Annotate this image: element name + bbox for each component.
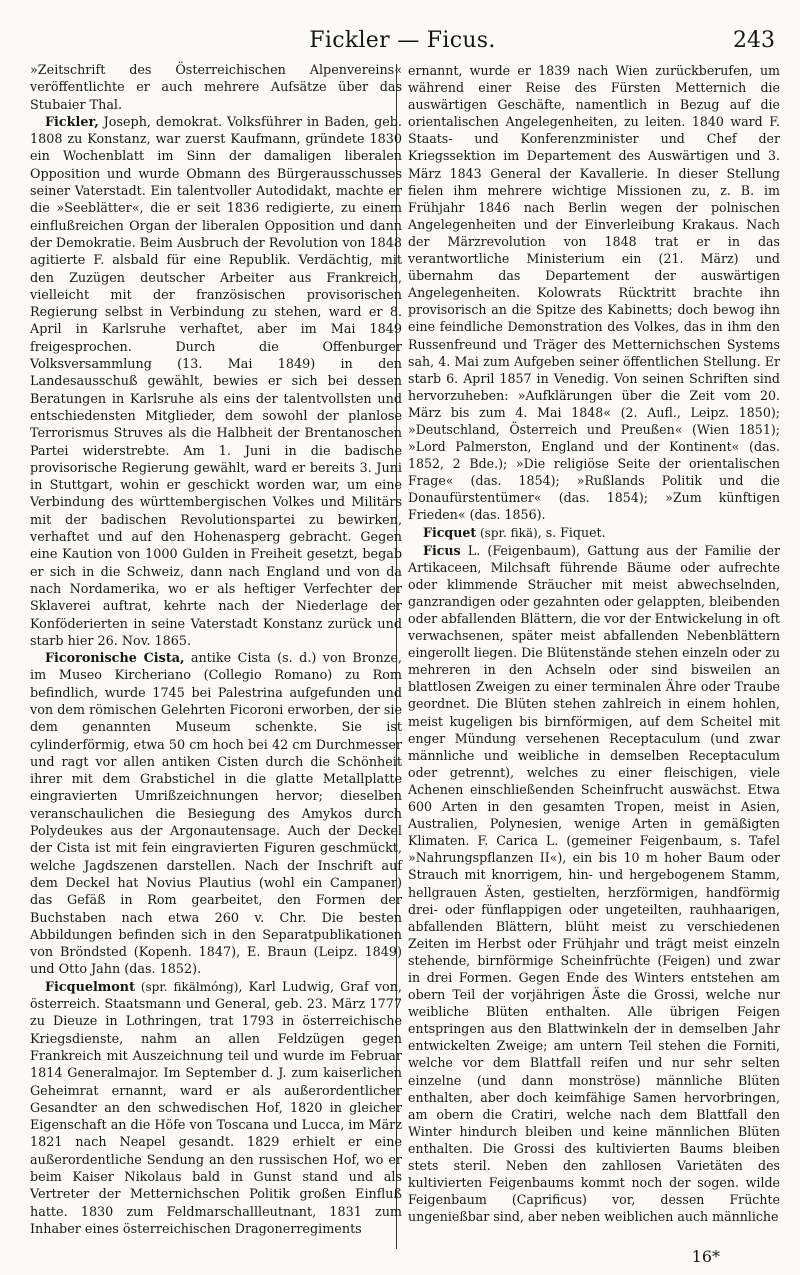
right-column	[408, 62, 780, 1225]
entry-body: Joseph, demokrat. Volksführer in Baden, geb. 1808 zu Konstanz, war zuerst Kaufmann, gründete 1830 ein Wochenblatt im Sinn der damaligen liberalen Opposition und wurde Obmann des Bürgerausschusses seiner Vaterstadt. Ein talentvoller Autodidakt, machte er die »Seeblätter«, die er seit 1836 redigierte, zu einem einflußreichen Organ der liberalen Opposition und dann der Demokratie. Beim Ausbruch der Revolution von 1848 agitierte F. alsbald für eine Republik. Verdächtig, mit den Zuzügen deutscher Arbeiter aus Frankreich, vielleicht mit der französischen provisorischen Regierung selbst in Verbindung zu stehen, ward er 8. April in Karlsruhe verhaftet, aber im Mai 1849 freigesprochen. Durch die Offenburger Volksversammlung (13. Mai 1849) in den Landesausschuß gewählt, bewies er sich bei dessen Beratungen in Karlsruhe als eins der talentvollsten und entschiedensten Mitglieder, dem sowohl der planlose Terrorismus Struves als die Halbheit der Brentanoschen Partei widerstrebte. Am 1. Juni in die badische provisorische Regierung gewählt, ward er bereits 3. Juni in Stuttgart, wohin er geschickt worden war, um eine Verbindung des württembergischen Volkes und Militärs mit der badischen Revolutionspartei zu bewirken, verhaftet und auf den Hohenasperg gebracht. Gegen eine Kaution von 1000 Gulden in Freiheit gesetzt, begab er sich in die Schweiz, dann nach England und von da nach Nordamerika, wo er als heftiger Verfechter der Sklaverei auftrat, kehrte nach der Niederlage der Konföderierten in seine Vaterstadt Konstanz zurück und starb hier 26. Nov. 1865.	[30, 114, 402, 649]
entry-ficquet	[408, 524, 780, 542]
entry-headword: Fickler,	[45, 114, 99, 130]
entry-ficquelmont	[30, 979, 402, 1238]
page-header	[30, 28, 775, 58]
entry-headword: Ficquelmont	[45, 979, 135, 995]
left-column	[30, 62, 402, 1238]
entry-continuation: ernannt, wurde er 1839 nach Wien zurückberufen, um während einer Reise des Fürsten Metternich die auswärtigen Geschäfte, namentlich in Bezug auf die orientalischen Angelegenheiten, zu leiten. 1840 ward F. Staats- und Konferenzminister und Chef der Kriegssektion im Departement des Auswärtigen und 3. März 1843 General der Kavallerie. In dieser Stellung fielen ihm mehrere wichtige Missionen zu, z. B. im Frühjahr 1846 nach Berlin wegen der polnischen Angelegenheiten und der Einverleibung Krakaus. Nach der Märzrevolution von 1848 trat er in das verantwortliche Ministerium ein (21. März) und übernahm das Departement der auswärtigen Angelegenheiten. Kolowrats Rücktritt brachte ihn provisorisch an die Spitze des Kabinetts; doch bewog ihn eine feindliche Demonstration des Volkes, das in ihm den Russenfreund und Träger des Metternichschen Systems sah, 4. Mai zum Aufgeben seiner öffentlichen Stellung. Er starb 6. April 1857 in Venedig. Von seinen Schriften sind hervorzuheben: »Aufklärungen über die Zeit vom 20. März bis zum 4. Mai 1848« (2. Aufl., Leipz. 1850); »Deutschland, Österreich und Preußen« (Wien 1851); »Lord Palmerston, England und der Kontinent« (das. 1852, 2 Bde.); »Die religiöse Seite der orientalischen Frage« (das. 1854); »Rußlands Politik und die Donaufürstentümer« (das. 1854); »Zum künftigen Frieden« (das. 1856).	[408, 63, 780, 523]
running-head: Fickler — Ficus.	[309, 28, 496, 53]
entry-headword: Ficoronische Cista,	[45, 651, 185, 667]
entry-body: antike Cista (s. d.) von Bronze, im Museo Kircheriano (Collegio Romano) zu Rom befindlich, wurde 1745 bei Palestrina aufgefunden und von dem römischen Gelehrten Ficoroni erworben, der sie dem genannten Museum schenkte. Sie ist cylinderförmig, etwa 50 cm hoch bei 42 cm Durchmesser und ragt vor allen antiken Cisten durch die Schönheit ihrer mit dem Grabstichel in die glatte Metallplatte eingravierten Umrißzeichnungen hervor; dieselben veranschaulichen die Besiegung des Amykos durch Polydeukes aus der Argonautensage. Auch der Deckel der Cista ist mit fein eingravierten Figuren geschmückt, welche Jagdszenen darstellen. Nach der Inschrift auf dem Deckel hat Novius Plautius (wohl ein Campaner) das Gefäß in Rom gearbeitet, den Formen der Buchstaben nach etwa 260 v. Chr. Die besten Abbildungen befinden sich in den Separatpublikationen von Bröndsted (Kopenh. 1847), E. Braun (Leipz. 1849) und Otto Jahn (das. 1852).	[30, 651, 402, 978]
page-number: 243	[733, 28, 775, 53]
entry-pronunciation: (spr. fikälmóng)	[134, 979, 239, 994]
entry-ficus	[408, 542, 780, 1226]
entry-body: , Karl Ludwig, Graf von, österreich. Staatsmann und General, geb. 23. März 1777 zu Dieuze in Lothringen, trat 1793 in österreichische Kriegsdienste, nahm an allen Feldzügen gegen Frankreich mit Auszeichnung teil und wurde im Februar 1814 Generalmajor. Im September d. J. zum kaiserlichen Geheimrat ernannt, ward er als außerordentlicher Gesandter an den schwedischen Hof, 1820 in gleicher Eigenschaft an die Höfe von Toscana und Lucca, im März 1821 nach Neapel gesandt. 1829 erhielt er eine außerordentliche Sendung an den russischen Hof, wo er beim Kaiser Nikolaus bald in Gunst stand und als Vertreter der Metternichschen Politik großen Einfluß hatte. 1830 zum Feldmarschallleutnant, 1831 zum Inhaber eines österreichischen Dragonerregiments	[30, 979, 402, 1237]
entry-headword: Ficus	[423, 542, 461, 558]
signature-mark: 16*	[691, 1247, 720, 1266]
entry-body: , s. Fiquet.	[537, 524, 606, 540]
entry-continuation: »Zeitschrift des Österreichischen Alpenvereins« veröffentlichte er auch mehrere Aufsätze über das Stubaier Thal.	[30, 63, 402, 113]
entry-headword: Ficquet	[423, 524, 477, 540]
entry-pronunciation: (spr. fikä)	[476, 525, 538, 540]
entry-ficoronische-cista	[30, 650, 402, 979]
entry-fickler	[30, 114, 402, 650]
entry-body: L. (Feigenbaum), Gattung aus der Familie der Artikaceen, Milchsaft führende Bäume oder aufrechte oder klimmende Sträucher mit meist abwechselnden, ganzrandigen oder gezahnten oder gelappten, bleibenden oder abfallenden Blättern, die vor der Entwickelung in oft verwachsenen, später meist abfallenden Nebenblättern eingerollt liegen. Die Blütenstände stehen einzeln oder zu mehreren in den Achseln oder sind bisweilen an blattlosen Zweigen zu einer terminalen Ähre oder Traube geordnet. Die Blüten stehen zahlreich in einem hohlen, meist kugeligen bis birnförmigen, auf dem Scheitel mit enger Mündung versehenen Receptaculum (und zwar männliche und weibliche in demselben Receptaculum oder getrennt), welches zu einer fleischigen, viele Achenen einschließenden Scheinfrucht auswächst. Etwa 600 Arten in den gesamten Tropen, meist in Asien, Australien, Polynesien, wenige Arten in gemäßigten Klimaten. F. Carica L. (gemeiner Feigenbaum, s. Tafel »Nahrungspflanzen II«), ein bis 10 m hoher Baum oder Strauch mit knorrigem, hin- und hergebogenem Stamm, hellgrauen Ästen, gestielten, herzförmigen, handförmig drei- oder fünflappigen oder ungeteilten, rauhhaarigen, abfallenden Blättern, blüht meist zu verschiedenen Zeiten im Herbst oder Frühjahr und trägt meist einzeln stehende, birnförmige Scheinfrüchte (Feigen) und zwar in drei Formen. Gegen Ende des Winters entstehen am obern Teil der vorjährigen Äste die Grossi, welche nur weibliche Blüten enthalten. Alle übrigen Feigen entspringen aus den Blattwinkeln der in demselben Jahr entwickelten Zweige; am untern Teil stehen die Forniti, welche vor dem Blattfall reifen und nur sehr selten einzelne (und dann monströse) männliche Blüten enthalten, aber doch keimfähige Samen hervorbringen, am obern die Cratiri, welche nach dem Blattfall den Winter hindurch bleiben und keine männlichen Blüten enthalten. Die Grossi des kultivierten Baums bleiben stets steril. Neben den zahllosen Varietäten des kultivierten Feigenbaums kommt noch der sogen. wilde Feigenbaum (Caprificus) vor, dessen Früchte ungenießbar sind, aber neben weiblichen auch männliche	[408, 542, 780, 1225]
